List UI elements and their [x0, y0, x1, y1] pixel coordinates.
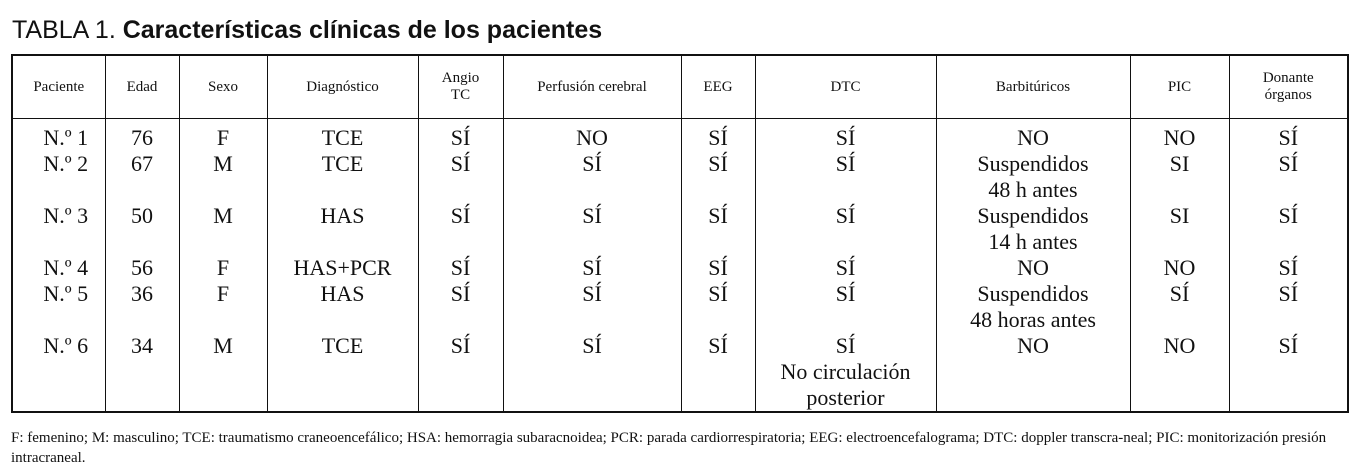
- cell-sexo-1: F: [216, 125, 230, 150]
- cell-pic-3: SI: [1169, 203, 1190, 228]
- cell-diagnostico-3: HAS: [320, 203, 365, 228]
- cell-paciente-2: N.º 2: [43, 151, 89, 176]
- cell-diagnostico-4: HAS+PCR: [293, 255, 392, 280]
- cell-paciente-1: N.º 1: [43, 125, 89, 150]
- header-paciente: Paciente: [12, 55, 105, 119]
- cell-sexo-6: M: [213, 333, 233, 358]
- table-title-number: TABLA 1.: [12, 16, 116, 44]
- cell-angio_tc-1: SÍ: [450, 125, 471, 150]
- cell-dtc-6: SÍ No circulación posterior: [780, 333, 911, 410]
- cell-barbituricos-6: NO: [1017, 333, 1049, 358]
- cell-perfusion-2: SÍ: [582, 151, 602, 176]
- cell-sexo-4: F: [216, 255, 230, 280]
- cell-eeg-4: SÍ: [708, 255, 728, 280]
- cell-perfusion-5: SÍ: [582, 281, 602, 306]
- cell-angio_tc-4: SÍ: [450, 255, 471, 280]
- cell-barbituricos-4: NO: [1017, 255, 1049, 280]
- col-sexo: [179, 119, 267, 413]
- cell-barbituricos-1: NO: [1017, 125, 1049, 150]
- cell-paciente-5: N.º 5: [43, 281, 89, 306]
- cell-pic-6: NO: [1163, 333, 1196, 358]
- cell-perfusion-4: SÍ: [582, 255, 602, 280]
- cell-paciente-3: N.º 3: [43, 203, 89, 228]
- header-barbituricos: Barbitúricos: [936, 55, 1130, 119]
- cell-eeg-2: SÍ: [708, 151, 728, 176]
- cell-donante-4: SÍ: [1278, 255, 1299, 280]
- cell-paciente-4: N.º 4: [43, 255, 89, 280]
- cell-perfusion-6: SÍ: [582, 333, 602, 358]
- cell-angio_tc-6: SÍ: [450, 333, 471, 358]
- cell-edad-2: 67: [131, 151, 153, 176]
- cell-eeg-5: SÍ: [708, 281, 728, 306]
- cell-dtc-3: SÍ: [835, 203, 856, 228]
- table-body-row: [12, 119, 1348, 413]
- cell-donante-6: SÍ: [1278, 333, 1299, 358]
- cell-angio_tc-5: SÍ: [450, 281, 471, 306]
- header-eeg: EEG: [681, 55, 755, 119]
- header-diagnostico: Diagnóstico: [267, 55, 418, 119]
- patients-table: [11, 54, 1349, 413]
- col-paciente: [12, 119, 105, 413]
- cell-paciente-6: N.º 6: [43, 333, 89, 358]
- cell-sexo-5: F: [216, 281, 230, 306]
- cell-sexo-2: M: [213, 151, 233, 176]
- cell-perfusion-1: NO: [576, 125, 608, 150]
- cell-eeg-6: SÍ: [708, 333, 728, 358]
- cell-dtc-2: SÍ: [835, 151, 856, 176]
- cell-edad-5: 36: [131, 281, 153, 306]
- cell-diagnostico-2: TCE: [321, 151, 364, 176]
- cell-edad-6: 34: [131, 333, 153, 358]
- cell-donante-3: SÍ: [1278, 203, 1299, 228]
- cell-angio_tc-2: SÍ: [450, 151, 471, 176]
- cell-eeg-3: SÍ: [708, 203, 728, 228]
- cell-donante-1: SÍ: [1278, 125, 1299, 150]
- header-dtc: DTC: [755, 55, 936, 119]
- cell-pic-5: SÍ: [1169, 281, 1190, 306]
- header-edad: Edad: [105, 55, 179, 119]
- cell-dtc-1: SÍ: [835, 125, 856, 150]
- cell-donante-5: SÍ: [1278, 281, 1299, 306]
- table-title-text: Características clínicas de los pacientes: [122, 16, 603, 44]
- cell-angio_tc-3: SÍ: [450, 203, 471, 228]
- cell-dtc-5: SÍ: [835, 281, 856, 306]
- col-donante: [1229, 119, 1348, 413]
- cell-pic-4: NO: [1163, 255, 1196, 280]
- header-donante: Donante órganos: [1229, 55, 1348, 119]
- cell-pic-1: NO: [1163, 125, 1196, 150]
- table-footnote: F: femenino; M: masculino; TCE: traumatismo craneoencefálico; HSA: hemorragia subaracnoidea; PCR: parada cardiorrespiratoria; EEG: electroencefalograma; DTC: doppler transcra-neal; PIC: monitorización presión intracraneal.: [11, 430, 1327, 466]
- cell-eeg-1: SÍ: [708, 125, 728, 150]
- col-perfusion: [503, 119, 681, 413]
- cell-pic-2: SI: [1169, 151, 1190, 176]
- cell-perfusion-3: SÍ: [582, 203, 602, 228]
- col-barbituricos: [936, 119, 1130, 413]
- col-dtc: [755, 119, 936, 413]
- cell-edad-4: 56: [131, 255, 153, 280]
- header-angio-tc: Angio TC: [418, 55, 503, 119]
- cell-diagnostico-1: TCE: [321, 125, 364, 150]
- cell-barbituricos-2: Suspendidos 48 h antes: [977, 151, 1089, 202]
- col-pic: [1130, 119, 1229, 413]
- cell-edad-3: 50: [131, 203, 153, 228]
- header-pic: PIC: [1130, 55, 1229, 119]
- header-sexo: Sexo: [179, 55, 267, 119]
- col-angio-tc: [418, 119, 503, 413]
- cell-dtc-4: SÍ: [835, 255, 856, 280]
- col-diagnostico: [267, 119, 418, 413]
- header-perfusion: Perfusión cerebral: [503, 55, 681, 119]
- table-title: [12, 14, 602, 46]
- header-row: [12, 55, 1348, 119]
- cell-edad-1: 76: [131, 125, 153, 150]
- cell-barbituricos-5: Suspendidos 48 horas antes: [970, 281, 1096, 332]
- cell-sexo-3: M: [213, 203, 233, 228]
- cell-donante-2: SÍ: [1278, 151, 1299, 176]
- cell-diagnostico-5: HAS: [320, 281, 365, 306]
- cell-diagnostico-6: TCE: [321, 333, 364, 358]
- col-edad: [105, 119, 179, 413]
- col-eeg: [681, 119, 755, 413]
- cell-barbituricos-3: Suspendidos 14 h antes: [977, 203, 1089, 254]
